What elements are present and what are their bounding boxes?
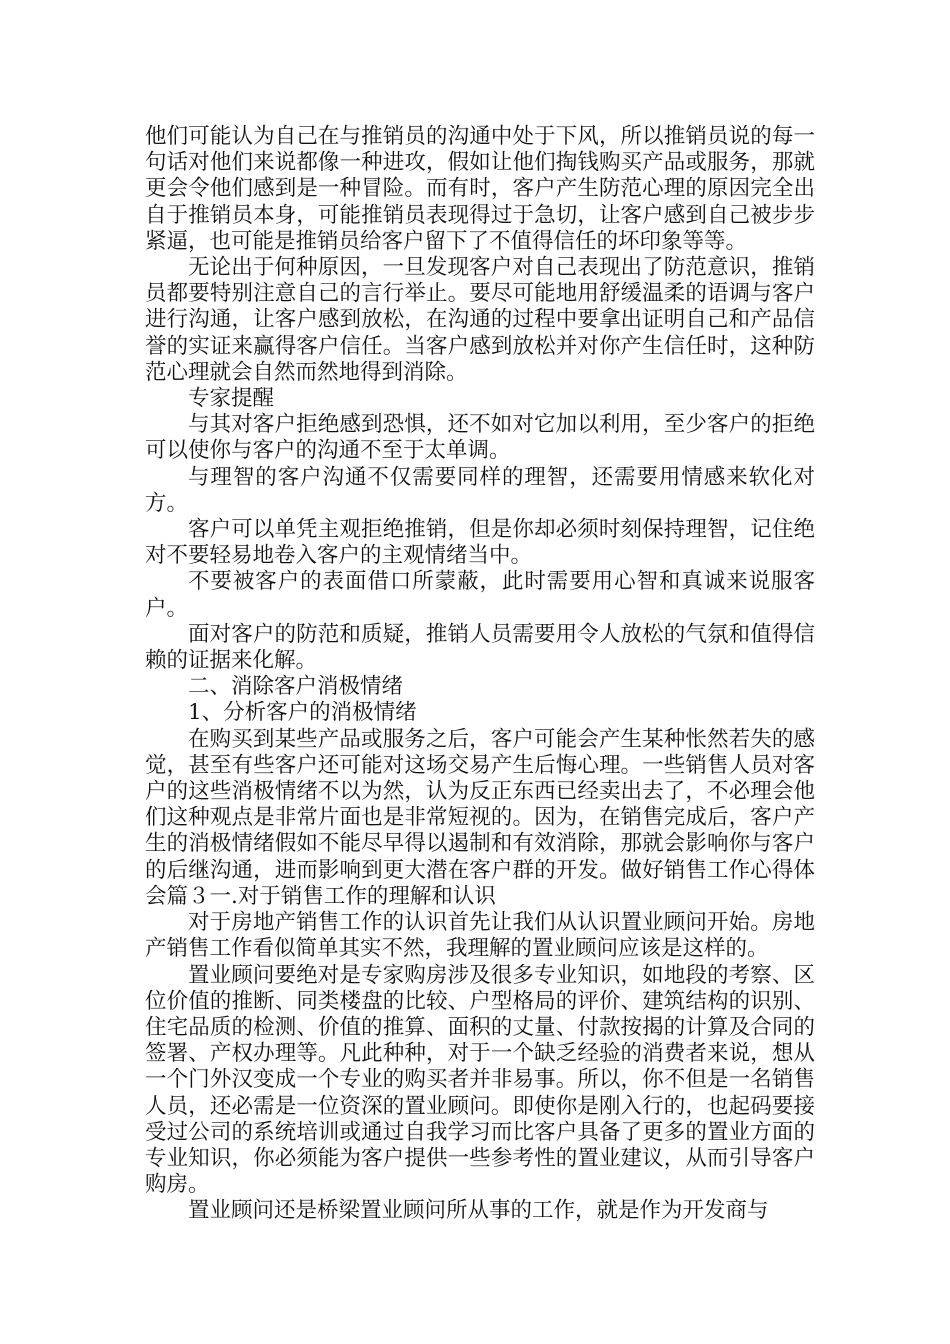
section-heading: 二、消除客户消极情绪 — [188, 674, 404, 700]
paragraph: 客户可以单凭主观拒绝推销，但是你却必须时刻保持理智，记住绝对不要轻易地卷入客户的主观情绪当中。 — [145, 517, 815, 569]
document-body — [145, 124, 815, 1225]
paragraph: 不要被客户的表面借口所蒙蔽，此时需要用心智和真诚来说服客户。 — [145, 569, 815, 621]
paragraph: 面对客户的防范和质疑，推销人员需要用令人放松的气氛和值得信赖的证据来化解。 — [145, 621, 815, 674]
paragraph: 在购买到某些产品或服务之后，客户可能会产生某种怅然若失的感觉，甚至有些客户还可能对这场交易产生后悔心理。一些销售人员对客户的这些消极情绪不以为然，认为反正东西已经卖出去了，不必理会他们这种观点是非常片面也是非常短视的。因为，在销售完成后，客户产生的消极情绪假如不能尽早得以遏制和有效消除，那就会影响你与客户的后继沟通，进而影响到更大潜在客户群的开发。做好销售工作心得体会篇３一.对于销售工作的理解和认识 — [145, 726, 815, 909]
paragraph: 与理智的客户沟通不仅需要同样的理智，还需要用情感来软化对方。 — [145, 464, 815, 516]
section-heading: 专家提醒 — [188, 386, 275, 412]
paragraph: 置业顾问还是桥梁置业顾问所从事的工作，就是作为开发商与 — [188, 1198, 769, 1224]
subsection-heading: 1、分析客户的消极情绪 — [188, 700, 417, 726]
paragraph: 与其对客户拒绝感到恐惧，还不如对它加以利用，至少客户的拒绝可以使你与客户的沟通不至于太单调。 — [145, 412, 815, 464]
paragraph: 无论出于何种原因，一旦发现客户对自己表现出了防范意识，推销员都要特别注意自己的言行举止。要尽可能地用舒缓温柔的语调与客户进行沟通，让客户感到放松，在沟通的过程中要拿出证明自己和产品信誉的实证来赢得客户信任。当客户感到放松并对你产生信任时，这种防范心理就会自然而然地得到消除。 — [145, 255, 815, 385]
paragraph: 置业顾问要绝对是专家购房涉及很多专业知识，如地段的考察、区位价值的推断、同类楼盘的比较、户型格局的评价、建筑结构的识别、住宅品质的检测、价值的推算、面积的丈量、付款按揭的计算及合同的签署、产权办理等。凡此种种，对于一个缺乏经验的消费者来说，想从一个门外汉变成一个专业的购买者并非易事。所以，你不但是一名销售人员，还必需是一位资深的置业顾问。即使你是刚入行的，也起码要接受过公司的系统培训或通过自我学习而比客户具备了更多的置业方面的专业知识，你必须能为客户提供一些参考性的置业建议，从而引导客户购房。 — [145, 962, 815, 1198]
paragraph: 对于房地产销售工作的认识首先让我们从认识置业顾问开始。房地产销售工作看似简单其实不然，我理解的置业顾问应该是这样的。 — [145, 910, 815, 962]
paragraph: 他们可能认为自己在与推销员的沟通中处于下风，所以推销员说的每一句话对他们来说都像一种进攻，假如让他们掏钱购买产品或服务，那就更会令他们感到是一种冒险。而有时，客户产生防范心理的原因完全出自于推销员本身，可能推销员表现得过于急切，让客户感到自己被步步紧逼，也可能是推销员给客户留下了不值得信任的坏印象等等。 — [145, 124, 815, 254]
